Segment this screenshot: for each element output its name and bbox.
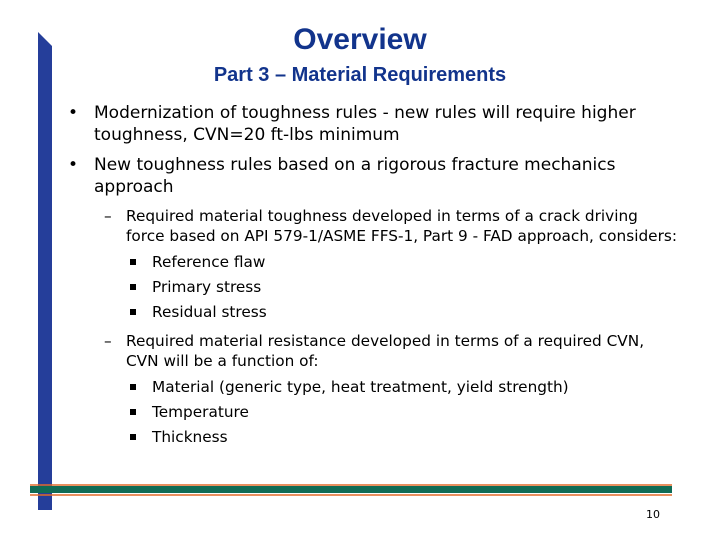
dash-marker: – xyxy=(104,207,112,225)
sub-sub-bullet-text: Residual stress xyxy=(152,303,267,321)
square-bullet-icon xyxy=(130,309,136,315)
sub-sub-bullet-item xyxy=(126,302,680,322)
square-bullet-icon xyxy=(130,409,136,415)
sub-bullet-text: Required material resistance developed in terms of a required CVN, CVN will be a function of: xyxy=(126,332,645,370)
sub-sub-bullet-item xyxy=(126,277,680,297)
sub-sub-bullet-item xyxy=(126,427,680,447)
bullet-text: Modernization of toughness rules - new rules will require higher toughness, CVN=20 ft-lbs minimum xyxy=(94,103,636,145)
bullet-marker: • xyxy=(68,103,79,123)
bullet-item xyxy=(66,154,680,198)
square-bullet-icon xyxy=(130,284,136,290)
sub-sub-bullet-text: Temperature xyxy=(152,403,249,421)
left-blue-bar xyxy=(38,32,52,510)
sub-sub-bullet-item xyxy=(126,252,680,272)
sub-sub-bullet-text: Thickness xyxy=(152,428,228,446)
sub-sub-bullet-item xyxy=(126,402,680,422)
sub-sub-bullet-text: Reference flaw xyxy=(152,253,266,271)
bullet-text: New toughness rules based on a rigorous fracture mechanics approach xyxy=(94,155,616,197)
sub-sub-bullet-item xyxy=(126,377,680,397)
slide-subtitle: Part 3 – Material Requirements xyxy=(213,64,507,86)
sub-bullet-text: Required material toughness developed in terms of a crack driving force based on API 579-1/ASME FFS-1, Part 9 - FAD approach, considers: xyxy=(126,207,677,245)
sub-bullet-item xyxy=(104,331,680,371)
square-bullet-icon xyxy=(130,434,136,440)
page-number: 10 xyxy=(646,508,660,521)
bullet-marker: • xyxy=(68,155,79,175)
green-rule xyxy=(30,486,672,493)
slide-title: Overview xyxy=(293,23,427,56)
slide-body xyxy=(66,102,680,452)
sub-sub-bullet-text: Material (generic type, heat treatment, yield strength) xyxy=(152,378,569,396)
square-bullet-icon xyxy=(130,384,136,390)
sub-bullet-item xyxy=(104,206,680,246)
dash-marker: – xyxy=(104,332,112,350)
sub-sub-bullet-text: Primary stress xyxy=(152,278,262,296)
bullet-item xyxy=(66,102,680,146)
square-bullet-icon xyxy=(130,259,136,265)
